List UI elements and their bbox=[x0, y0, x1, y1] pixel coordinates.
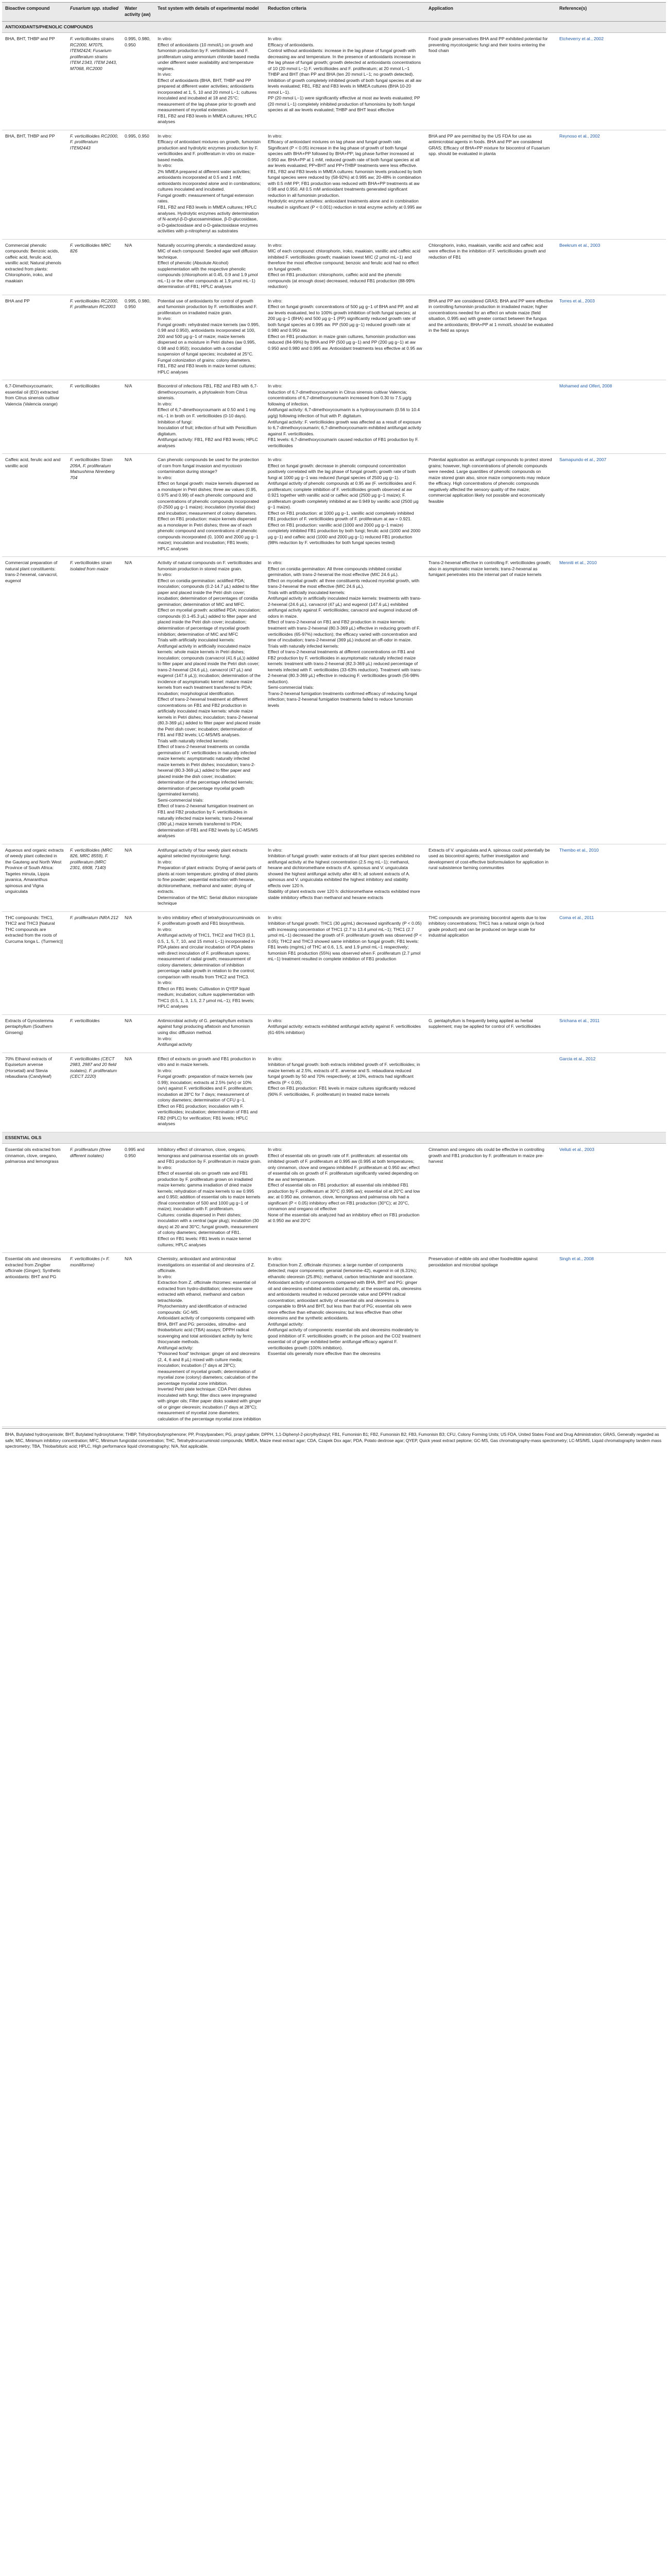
cell-reference bbox=[556, 33, 666, 130]
cell-reduction bbox=[265, 295, 425, 380]
cell-aw bbox=[122, 33, 155, 130]
cell-aw-text: N/A bbox=[125, 560, 132, 566]
cell-reduction-text: In vitro: Induction of 6,7-dimethoxycoumarin in Citrus sinensis cultivar Valencia; concentrations of 6,7-dimethoxycoumarin increased from 0.30 to 7.5 µg/g following of infection. Antifungal activity: 6,7-dimethoxycoumarin is a hydroxycoumarin (0.56 to 10.4 µg/g) following infection of fruit with P. digitatum. Antifungal activity: F. verticillioides growth was affected as a result of exposure to 6,7-dimethoxycoumarin; 6,7-dimethoxycoumarin exhibited antifungal activity against F. verticillioides. FB1 levels: 6,7-dimethoxycoumarin caused reduction of FB1 production by F. verticillioides bbox=[268, 383, 422, 448]
cell-reduction bbox=[265, 1014, 425, 1053]
table-row bbox=[2, 911, 666, 1014]
cell-test-system bbox=[155, 454, 265, 557]
cell-species-text: F. verticillioides (= F. moniliforme) bbox=[70, 1256, 110, 1267]
cell-compound bbox=[2, 239, 67, 295]
cell-species-text: F. verticillioides bbox=[70, 383, 100, 389]
cell-aw-text: 0.995, 0.980, 0.950 bbox=[125, 298, 151, 310]
cell-test-system-text: Antimicrobial activity of G. pentaphyllum extracts against fungi producing aflatoxin and fumonisin using disc diffusion method. In vitro: Antifungal activity bbox=[158, 1018, 253, 1047]
cell-species bbox=[67, 239, 122, 295]
cell-reduction bbox=[265, 844, 425, 911]
cell-aw-text: N/A bbox=[125, 1056, 132, 1061]
cell-reference bbox=[556, 130, 666, 239]
cell-test-system bbox=[155, 911, 265, 1014]
cell-species-text: F. proliferatum INRA 212 bbox=[70, 914, 118, 920]
cell-species bbox=[67, 1144, 122, 1253]
header-row bbox=[2, 3, 666, 22]
cell-application bbox=[425, 557, 556, 844]
cell-test-system bbox=[155, 1253, 265, 1427]
cell-reduction bbox=[265, 239, 425, 295]
cell-reduction bbox=[265, 911, 425, 1014]
cell-species bbox=[67, 295, 122, 380]
cell-application-text: Extracts of V. unguiculata and A. spinosus could potentially be used as biocontrol agents; further investigation and development of cost-effective bioformulation for application in rural subsistence farming communities bbox=[429, 847, 550, 871]
cell-reduction-text: In vitro: MIC of each compound: chlorophorin, iroko, maakiain, vanillic and caffeic acid inhibited F. verticillioides growth; maakiain lowest MIC (2 µmol mL−1) and therefore the most effective compound; benzoic and ferulic acid had no effect on fungal growth. Effect on FB1 production: chlorophorin, caffeic acid and the phenolic compounds (at enough dose) decreased, reduced FB1 production (88-99% reduction) bbox=[268, 242, 421, 290]
cell-species-text: F. verticillioides strains RC2000, M7075, ITEM2424; Fusarium proliferatum strains ITEM 2343, ITEM 2443, M7068, RC2000 bbox=[70, 36, 117, 71]
cell-application-text: Cinnamon and oregano oils could be effective in controlling growth and FB1 production by F. proliferatum in maize pre-harvest bbox=[429, 1147, 544, 1164]
cell-application bbox=[425, 1014, 556, 1053]
cell-compound bbox=[2, 1144, 67, 1253]
cell-reference-text: Torres et al., 2003 bbox=[559, 298, 595, 303]
cell-species bbox=[67, 380, 122, 454]
cell-reference bbox=[556, 380, 666, 454]
cell-test-system bbox=[155, 557, 265, 844]
cell-reference-text: Samapundo et al., 2007 bbox=[559, 457, 607, 463]
table-header bbox=[2, 3, 666, 22]
cell-species-text: F. verticillioides strain isolated from maize bbox=[70, 560, 112, 571]
cell-compound-text: 70% Ethanol extracts of Equisetum arvense (Horsetail) and Stevia rebaudiana (Candyleaf) bbox=[5, 1056, 52, 1079]
table-row bbox=[2, 239, 666, 295]
cell-reduction-text: In vitro: Effect on fungal growth: concentrations of 500 µg g−1 of BHA and PP, and all aw levels evaluated, led to 100% growth inhibition of both fungal species; at 200 µg g−1 (BHA) and 500 µg g−1 (PP) significantly reduced growth rate of both fungal species at 0.995 aw. PP (500 µg g−1) reduced growth rate at 0.980 and 0.950 aw. Effect on FB1 production: in maize grain cultures, fumonisin production was reduced (84-99%) by BHA and PP (500 µg g−1) and PP (200 µg g−1) at aw 0.950 and 0.980 and 0.995 aw. Antioxidant treatments less effective at 0.95 aw bbox=[268, 298, 422, 351]
section-title: ESSENTIAL OILS bbox=[2, 1132, 666, 1144]
cell-reference bbox=[556, 295, 666, 380]
cell-species bbox=[67, 33, 122, 130]
cell-aw-text: 0.995 and 0.950 bbox=[125, 1147, 145, 1158]
cell-reference bbox=[556, 239, 666, 295]
section-row bbox=[2, 1132, 666, 1144]
cell-reduction bbox=[265, 1253, 425, 1427]
cell-reduction-text: In vitro: Extraction from Z. officinale rhizomes: a large number of components detected; major components: geranial (lemonine-42), eugenol in oil (6.31%); ethanolic oleoresin (25.8%); methanol, carbon tetrachloride and isooctane. Antioxidant activity of components compared with BHA, BHT and PG: ginger oil and oleoresins exhibited antioxidant activity; at the essential oils, oleoresins and antioxidants resulted in reduced peroxide value and DPPH radical concentration; antioxidant activity of essential oils and oleoresins is comparable to BHA and BHT, but less than that of PG; essential oils were more effective than ethanolic oleoresins; but less effective than other oleoresins and the synthetic antioxidants. Antifungal activity: Antifungal activity of components: essential oils and oleoresins moderately to good inhibition of F. verticillioides growth; in the poison and the CO2 treatment essential oil of ginger exhibited better antifungal efficacy against F. verticillioides growth (100% inhibition). Essential oils generally more effective than the oleoresins bbox=[268, 1256, 422, 1357]
table-row bbox=[2, 295, 666, 380]
cell-species bbox=[67, 1253, 122, 1427]
cell-aw bbox=[122, 911, 155, 1014]
cell-test-system-text: Chemistry, antioxidant and antimicrobial investigations on essential oil and oleoresins of Z. officinale. In vitro: Extraction from Z. officinale rhizomes: essential oil extracted from hydro-distillation; oleoresins were extracted with ethanol, methanol and carbon tetrachloride. Phytochemistry and identification of extracted compounds: GC-MS. Antioxidant activity of components compared with BHA, BHT and PG: peroxides, stimuline- and thiobarbituric acid (TBA) assays; DPPH radical scavenging and total antioxidant activity by ferric thiocyanate methods. Antifungal activity: "Poisoned food" technique: ginger oil and oleoresins (2, 4, 6 and 8 µL) mixed with culture media; inoculation; incubation (7 days at 28°C); measurement of mycelial growth; determination of mycelial zone (colony) diameters; calculation of the percentage mycelial zone inhibition. Inverted Petri plate technique: CDA Petri dishes inoculated with fungi; filter discs were impregnated with ginger oils; Filter paper disks soaked with ginger oil or ginger oleoresin; incubation (7 days at 28°C); measurement of mycelial zone diameters; calculation of the percentage mycelial zone inhibition bbox=[158, 1256, 262, 1421]
table-row bbox=[2, 1053, 666, 1132]
cell-application bbox=[425, 844, 556, 911]
table-row bbox=[2, 557, 666, 844]
cell-reduction-text: In vitro: Inhibition of fungal growth: THC1 (30 µg/mL) decreased significantly (P < 0.05) with increasing concentration of THC1 (2.7 to 13.4 µmol mL−1); THC1 (2.7 µmol mL−1) decreased the growth of F. proliferatum growth was observed (P < 0.05); THC2 and THC3 showed same inhibition on fungal growth; FB1 levels: FB1 levels (mg/mL) of THC at 0.6, 1.5, and 1.9 µmol mL−1 respectively; fumonisin FB1 production (55%) was observed when F. proliferatum (2.7 µmol mL−1) treatment resulted in complete inhibition of FB1 production bbox=[268, 914, 422, 962]
cell-reference-text: Srichana et al., 2011 bbox=[559, 1018, 600, 1023]
cell-test-system bbox=[155, 844, 265, 911]
cell-application bbox=[425, 911, 556, 1014]
cell-test-system-text: Potential use of antioxidants for control of growth and fumonisin production by F. verticillioides and F. proliferatum on irradiated maize grain. In vivo: Fungal growth: rehydrated maize kernels (aw 0.995, 0.98 and 0.950), antioxidants incorporated at 100, 200 and 500 µg g−1 of maize; maize kernels dispersed on a moisture in Petri dishes (aw 0.995, 0.98 and 0.950); inoculation with a conidial suspension of fungal species; incubated at 25°C. Fungal colonization of grains: colony diameters. FB1, FB2 and FB3 levels in maize kernel cultures; HPLC analyses bbox=[158, 298, 260, 375]
table-row bbox=[2, 130, 666, 239]
cell-application-text: Trans-2-hexenal effective in controlling F. verticillioides growth; also in asymptomatic maize kernels; trans-2-hexenal as fumigant penetrates into the internal part of maize kernels bbox=[429, 560, 551, 578]
cell-reference-text: Reynoso et al., 2002 bbox=[559, 133, 600, 139]
table-row bbox=[2, 454, 666, 557]
cell-test-system bbox=[155, 239, 265, 295]
table-footnote: BHA, Butylated hydroxyanisole; BHT, Butylated hydroxytoluene; THBP, Trihydroxybutyrophenone; PP, Propylparaben; PG, propyl gallate; DPPH, 1,1-Diphenyl-2-picrylhydrazyl; FB1, Fumonisin B1; FB2, Fumonisin B2; FB3, Fumonisin B3; CFU, Colony Forming Units; US FDA, United States Food and Drug Administration; GRAS, Generally regarded as safe; MIC, Minimum inhibitory concentration; MFC, Minimum fungicidal concentration; THC, Tetrahydrocurcuminoid compounds; MMEA, Maize meal extract agar; CDA, Czapek Dox agar; PDA, Potato dextrose agar; QYEP, Quick yeast extract peptone; GC-MS, Gas chromatography-mass spectrometry; LC-MS/MS, Liquid chromatography tandem mass spectrometry; TBA, Thiobarbituric acid; HPLC, High performance liquid chromatography; N/A, Not applicable. bbox=[2, 1428, 666, 1452]
cell-application bbox=[425, 33, 556, 130]
cell-reduction-text: In vitro: Efficacy of antioxidants. Control without antioxidants: increase in the lag phase of fungal growth with decreasing aw and temperature. In the presence of antioxidants increase in the lag phase of fungal growth; growth detected at antioxidants concentrations of 10 (20 mmol L−1) F. verticillioides and F. proliferatum; at 20 mmol L−1 THBP and BHT (than PP and BHA (ten 20 mmol L−1; no growth detected). Inhibition of growth completely inhibited growth of both fungal species at all aw levels evaluated; FB1, FB2 and FB3 levels in MMEA cultures (BHA 10-20 mmol L−1). PP (20 mmol L−1) were significantly effective at most aw levels evaluated; PP (20 mmol L−1) completely inhibited production of fumonisins by both fungal species at all aw levels evaluated; THBP and BHT least effective bbox=[268, 36, 422, 113]
cell-compound bbox=[2, 454, 67, 557]
header-aw: Water activity (aw) bbox=[122, 3, 155, 22]
cell-aw-text: N/A bbox=[125, 847, 132, 853]
cell-aw-text: N/A bbox=[125, 1256, 132, 1262]
cell-test-system-text: Effect of extracts on growth and FB1 production in vitro and in maize kernels. In vitro: Fungal growth: preparation of maize kernels (aw 0.99); inoculation; extracts at 2.5% (w/v) or 10% (w/v) against F. verticillioides and F. proliferatum; incubation at 28°C for 7 days; measurement of colony diameters; determination of CFU g−1. Effect on FB1 production; inoculation with F. verticillioides; incubation; determination of FB1 and FB2 (HPLC) for verification; FB1 levels; HPLC analyses bbox=[158, 1056, 258, 1127]
cell-reduction-text: In vitro: Antifungal activity: extracts exhibited antifungal activity against F. verticillioides (61-65% inhibition) bbox=[268, 1018, 421, 1035]
cell-reference bbox=[556, 844, 666, 911]
cell-species-text: F. verticillioides (CECT 2983, 2987 and 20 field isolates), F. proliferatum (CECT 2220) bbox=[70, 1056, 117, 1079]
cell-application bbox=[425, 239, 556, 295]
cell-test-system-text: Biocontrol of infections FB1, FB2 and FB3 with 6,7-dimethoxycoumarin, a phytoalexin from Citrus sinensis. In vitro: Effect of 6,7-dimethoxycoumarin at 0.50 and 1 mg mL−1 in broth on F. verticillioides (0-10 days). Inhibition of fungi: Inoculation of fruit; infection of fruit with Penicillium digitatum. Antifungal activity: FB1, FB2 and FB3 levels; HPLC analyses bbox=[158, 383, 258, 448]
cell-aw bbox=[122, 1144, 155, 1253]
cell-reference-text: Garcia et al., 2012 bbox=[559, 1056, 596, 1061]
cell-test-system bbox=[155, 1053, 265, 1132]
cell-reduction-text: In vitro: Effect on conidia germination: All three compounds inhibited conidial germination, with trans-2-hexenal the most effective (MIC 24.6 µL). Effect on mycelial growth: all three constituents reduced mycelial growth, with trans-2-hexenal the most effective (MIC 24.6 µL). Trials with artificially inoculated kernels: Antifungal activity in artificially inoculated maize kernels: treatments with trans-2-hexenal (24.6 µL), carvacrol (47 µL) and eugenol (147.6 µL) exhibited antifungal activity against F. verticillioides; carvacrol and eugenol induced off-odors in maize. Effect of trans-2-hexenal on FB1 and FB2 production in maize kernels: treatment with trans-2-hexenal (80.3-369 µL) effective in reducing growth of F. verticillioides (65-97%) reduction); the efficacy varied with concentration and time of incubation; trans-2-hexenal (369 µL) induced an off-odor in maize. Trials with naturally infected kernels: Effect of trans-2-hexenal treatments at different concentrations on FB1 and FB2 production by F. verticillioides in asymptomatic naturally infected maize kernels: treatment with trans-2-hexenal (82.3-369 µL) reduced percentage of kernels infected with F. verticillioides (33-63% reduction). Treatment with trans-2-hexenal (80.3-369 µL) effective in reducing F. verticillioides growth (56-98% reduction). Semi-commercial trials: Trans-2-hexenal fumigation treatments confirmed efficacy of reducing fungal infection; trans-2-hexenal fumigation treatments failed to reduce fumonisin levels bbox=[268, 560, 422, 708]
cell-application-text: BHA and PP are permitted by the US FDA for use as antimicrobial agents in foods. BHA and PP are considered GRAS; Efficacy of BHA+PP mixture for biocontrol of Fusarium spp. should be evaluated in planta bbox=[429, 133, 550, 157]
cell-aw bbox=[122, 454, 155, 557]
cell-application-text: Food grade preservatives BHA and PP exhibited potential for preventing mycotoxigenic fungi and their toxins entering the food chain bbox=[429, 36, 548, 54]
cell-application bbox=[425, 295, 556, 380]
cell-reference bbox=[556, 557, 666, 844]
cell-reference bbox=[556, 1144, 666, 1253]
cell-compound-text: Commercial preparation of natural plant constituents: trans-2-hexenal, carvacrol, eugenol bbox=[5, 560, 58, 583]
cell-reference bbox=[556, 454, 666, 557]
cell-reduction bbox=[265, 33, 425, 130]
cell-species bbox=[67, 454, 122, 557]
cell-test-system-text: Naturally occurring phenols; a standardized assay. MIC of each compound: Seeded agar well diffusion technique. Effect of phenolic (Absolute Alcohol) supplementation with the respective phenolic compounds (chlorophorin at 0.45, 0.9 and 1.9 µmol mL−1) or the other compounds at 1.9 µmol mL−1) determination of FB1; HPLC analyses bbox=[158, 242, 258, 290]
cell-species-text: F. verticillioides (MRC 826, MRC 8559), F. proliferatum (MRC 2301, 6908, 7140) bbox=[70, 847, 113, 871]
cell-application-text: BHA and PP are considered GRAS; BHA and PP were effective in controlling fumonisin production in irradiated maize; higher concentrations needed for an effect on whole maize (field situation, 0.995 aw) with greater contact between the fungus and the antioxidants; BHA+PP at 1 mmol/L should be evaluated in the field as sprays bbox=[429, 298, 553, 333]
cell-compound-text: Commercial phenolic compounds: Benzoic acids, caffeic acid, ferulic acid, vanillic acid; Natural phenols extracted from plants: Chlorophorin, iroko, and maakiain bbox=[5, 242, 61, 283]
cell-species bbox=[67, 130, 122, 239]
cell-compound bbox=[2, 1253, 67, 1427]
cell-reference-text: Coma et al., 2011 bbox=[559, 914, 594, 920]
cell-compound bbox=[2, 33, 67, 130]
cell-reduction bbox=[265, 130, 425, 239]
cell-reference-text: Beekrum et al., 2003 bbox=[559, 242, 601, 248]
cell-reduction bbox=[265, 1053, 425, 1132]
cell-compound-text: 6,7-Dimethoxycoumarin; essential oil (EO) extracted from Citrus sinensis cultivar Valencia (Valencia orange) bbox=[5, 383, 60, 406]
cell-reduction-text: In vitro: Efficacy of antioxidant mixtures on lag phase and fungal growth rate. Significant (P < 0.05) increase in the lag phase of growth of both fungal species with BHA+PP followed by BHA+PP; lag phase further increased at 0.950 aw. BHA+PP at 1 mM, reduced growth rate of both fungal species at all aw levels evaluated; PP+BHT and PP+THBP treatments were less effective. FB1, FB2 and FB3 levels in MMEA cultures: fumonisin levels produced by both fungal species were reduced by (58-92%) at 0.995 aw; 20-48% in combination with 0.5 mM PP; FB1 production was reduced with BHA+PP treatments at aw 0.98 and 0.950. All 0.5 mM antioxidant treatments generated significant reduction in all fumonisin production. Hydrolytic enzyme activities: antioxidant treatments alone and in combination resulted in significant (P < 0.001) reduction in total enzyme activity at 0.995 aw bbox=[268, 133, 422, 210]
cell-compound bbox=[2, 295, 67, 380]
cell-application bbox=[425, 1053, 556, 1132]
cell-test-system bbox=[155, 130, 265, 239]
cell-application-text: Potential application as antifungal compounds to protect stored grains; however, high concentrations of phenolic compounds were needed. Large quantities of phenolic compounds on maize stored grain also, since maize components may reduce the efficacy. High concentrations of phenolic compounds negatively affected the sensory quality of the maize; commercial application likely not possible and economically feasible bbox=[429, 457, 552, 504]
cell-reduction-text: In vitro: Effect on fungal growth: decrease in phenolic compound concentration positively correlated with the lag phase of fungal growth; growth rate of both fungi at 1000 µg g−1 was reduced (fungal species of 2500 µg g−1). Antifungal activity of phenolic compounds at 0.95 aw (F. verticillioides and F. proliferatum; complete inhibition of F. verticillioides growth observed at aw 0.921 together with vanillic acid or caffeic acid (2500 µg g−1 maize); F. proliferatum growth completely inhibited at aw 0.949 by vanillic acid (2500 µg g−1 maize). Effect on FB1 production: at 1000 µg g−1, vanillic acid completely inhibited FB1 production of F. verticillioides growth of F. proliferatum at aw = 0.921. Effect on FB1 production: vanillic acid (1000 and 2000 µg g−1 maize) completely inhibited FB1 production by both fungi; ferulic acid (1000 and 2000 µg g−1) and caffeic acid (1000 and 2000 µg g−1) reduced FB1 production (98% reduction by F. verticillioides for both fungal species tested) bbox=[268, 457, 421, 546]
cell-reference bbox=[556, 1253, 666, 1427]
cell-reference-text: Etcheverry et al., 2002 bbox=[559, 36, 604, 42]
cell-compound bbox=[2, 1014, 67, 1053]
cell-reduction bbox=[265, 557, 425, 844]
cell-aw bbox=[122, 295, 155, 380]
cell-species-text: F. verticillioides MRC 826 bbox=[70, 242, 111, 254]
header-reference: Reference(s) bbox=[556, 3, 666, 22]
cell-species-text: F. proliferatum (three different isolates) bbox=[70, 1147, 111, 1158]
cell-aw bbox=[122, 844, 155, 911]
cell-reduction bbox=[265, 380, 425, 454]
cell-application-text: G. pentaphyllum is frequently being applied as herbal supplement; may be applied for control of F. verticillioides bbox=[429, 1018, 541, 1029]
header-system: Test system with details of experimental model bbox=[155, 3, 265, 22]
cell-reduction-text: In vitro: Effect of essential oils on growth rate of F. proliferatum: all essential oils inhibited growth of F. proliferatum at 0.995 aw (0.995 at both temperatures; only cinnamon, clove and oregano inhibited F. proliferatum at 0.950 aw; effect of essential oils on growth of F. proliferatum significantly varied depending on the aw and temperature. Effect of essential oils on FB1 production: all essential oils inhibited FB1 production by F. proliferatum at 30°C (0.995 aw); essential oil at 20°C and low aw; at 0.950 aw, cinnamon, clove, lemongrass and palmarosa oils had a significant (P < 0.05) inhibitory effect on FB1 production (30°C); at 20°C, cinnamon and oregano oil effective None of the essential oils analyzed had an inhibitory effect on FB1 production at 0.950 aw and 20°C bbox=[268, 1147, 420, 1224]
cell-compound-text: THC compounds: THC1, THC2 and THC3 [Natural THC compounds are extracted from the roots of Curcuma longa L. (Turmeric)] bbox=[5, 914, 63, 944]
section-title: ANTIOXIDANTS/PHENOLIC COMPOUNDS bbox=[2, 21, 666, 33]
header-reduction: Reduction criteria bbox=[265, 3, 425, 22]
cell-test-system-text: Inhibitory effect of cinnamon, clove, oregano, lemongrass and palmarosa essential oils on growth and FB1 production by F. proliferatum in maize grain. In vitro: Effect of essential oils on growth rate and FB1 production by F. proliferatum grown on irradiated maize kernels: gamma irradiation of dried maize kernels; rehydration of maize kernels to aw 0.995 and 0.950; addition of essential oils to maize kernels (final concentration of 500 and 1000 µg g−1 of maize); inoculation with F. proliferatum. Cultures: conidia dispersed in Petri dishes; inoculation with a central (agar plug); incubation (30 days) at 20 and 30°C; fungal growth, measurement of colony diameters; determination of FB1. Effect on FB1 levels: FB1 levels in maize kernel cultures; HPLC analyses bbox=[158, 1147, 262, 1247]
cell-species bbox=[67, 844, 122, 911]
cell-compound-text: BHA, BHT, THBP and PP bbox=[5, 133, 55, 139]
cell-aw-text: 0.995, 0.980, 0.950 bbox=[125, 36, 151, 47]
cell-test-system bbox=[155, 295, 265, 380]
cell-aw-text: N/A bbox=[125, 383, 132, 389]
cell-aw-text: N/A bbox=[125, 457, 132, 463]
cell-compound bbox=[2, 1053, 67, 1132]
cell-test-system-text: In vitro inhibitory effect of tetrahydrocurcuminoids on F. proliferatum growth and FB1 biosynthesis. In vitro: Antifungal activity of THC1, THC2 and THC3 (0.1, 0.5, 1, 5, 7, 10, and 15 mmol L−1) incorporated in PDA plates and circular incubation of PDA plates with direct inoculation of F. proliferatum spores; measurement of radial growth; measurement of colony diameters; determination of inhibition percentage radial growth in relation to the control; comparison with results from THC2 and THC3. In vitro: Effect on FB1 levels: Cultivation in QYEP liquid medium; incubation; culture supplementation with THC1 (0.5, 1, 3, 1.5, 2.7 µmol mL−1); FB1 levels; HPLC analyses bbox=[158, 914, 261, 1009]
table-row bbox=[2, 380, 666, 454]
cell-species-text: F. verticillioides RC2000, F. proliferatum ITEM2443 bbox=[70, 133, 118, 150]
cell-test-system-text: In vitro: Effect of antioxidants (10 mmol/L) on growth and fumonisin production by F. verticillioides and F. proliferatum using ammonium chloride based media under different water availability and temperature regimes. In vivo: Effect of antioxidants (BHA, BHT, THBP and PP prepared at different water activities; antioxidants incorporated at 1, 5, 10 and 20 mmol L−1; cultures inoculated and incubated at 18 and 25°C; measurement of the lag phase prior to growth and measurement of mycelial extension. FB1, FB2 and FB3 levels in MMEA cultures; HPLC analyses bbox=[158, 36, 260, 125]
cell-compound-text: BHA and PP bbox=[5, 298, 30, 303]
cell-test-system-text: Activity of natural compounds on F. verticillioides and fumonisin production in stored maize grain. In vitro: Effect on conidia germination: acidified PDA; inoculation; compounds (0.2-14.7 µL) added to filter paper and placed inside the Petri dish cover; incubation; determination of percentages of conidia germination; determination of MIC and MFC. Effect on mycelial growth: acidified PDA; inoculation; compounds (0.1-45.3 µL) added to filter paper and placed inside the Petri dish cover; incubation; determination of percentage of mycelial growth inhibition; determination of MIC and MFC Trials with artificially inoculated kernels: Antifungal activity in artificially inoculated maize kernels: whole maize kernels in Petri dishes; inoculation; compounds (carvacrol (41.6 µL)) added to filter paper and placed inside the Petri dish cover; trans-2-hexenal (24.6 µL), carvacrol (47 µL) and eugenol (147.6 µL)); incubation; determination of the incidence of asymptomatic kernel: mature maize kernels from each treatment transferred to PDA; incubation; morphological identification. Effect of trans-2-hexenal treatment at different concentrations on FB1 and FB2 production in artificially inoculated maize kernels: whole maize kernels in Petri dishes; inoculation; trans-2-hexenal (80.3-369 µL) added to filter paper and placed inside the Petri dish cover; incubation; determination of FB1 and FB2 levels; LC-MS/MS analyses. Trials with naturally infected kernels: Effect of trans-2-hexenal treatments on conidia germination of F. verticillioides in naturally infected maize kernels: asymptomatic naturally infected maize kernels in Petri dishes; inoculation; trans-2-hexenal (80.3-369 µL) added to filter paper and placed inside the dish cover; incubation: determination of the percentage infected kernels; determination of percentage mycelial growth (germinated kernels). Semi-commercial trials: Effect of trans-2-hexenal fumigation treatment on FB1 and FB2 production by F. verticillioides in naturally infected maize kernels; trans-2-hexenal (390 µL) maize kernels transferred to PDA; determination of FB1 and FB2 levels by LC-MS/MS analyses bbox=[158, 560, 262, 839]
cell-reference-text: Mohamed and Olfert, 2008 bbox=[559, 383, 612, 389]
cell-species-text: F. verticillioides Strain 209A, F. proliferatum Matsushima Nirenberg 704 bbox=[70, 457, 115, 480]
table-body bbox=[2, 21, 666, 1427]
cell-application-text: THC compounds are promising biocontrol agents due to low inhibitory concentrations; THC1 has a natural origin (a food grade product) and can be produced on large scale for industrial application bbox=[429, 914, 546, 938]
cell-species-text: F. verticillioides RC2000, F. proliferatum RC2003 bbox=[70, 298, 118, 310]
cell-species-text: F. verticillioides bbox=[70, 1018, 100, 1023]
cell-compound-text: Essential oils extracted from cinnamon, clove, oregano, palmarosa and lemongrass bbox=[5, 1147, 61, 1164]
cell-reduction bbox=[265, 1144, 425, 1253]
cell-test-system-text: Antifungal activity of four weedy plant extracts against selected mycotoxigenic fungi. In vitro: Preparation of plant extracts: Drying of aerial parts of plants at room temperature; grinding of dried plants to fine powder; sequential extraction with hexane, dichloromethane, methanol and water; drying of extracts. Determination of the MIC: Serial dilution microplate technique bbox=[158, 847, 262, 906]
cell-test-system bbox=[155, 33, 265, 130]
cell-reduction-text: In vitro: Inhibition of fungal growth: both extracts inhibited growth of F. verticillioides; in maize kernels at 2.5%, extracts of E. arvense and S. rebaudiana reduced fungal growth by 50 and 70% respectively; at 10%, extracts had significant effects (P < 0.05). Effect on FB1 production: FB1 levels in maize cultures significantly reduced (90% F. verticillioides, F. proliferatum) in treated maize kernels bbox=[268, 1056, 420, 1097]
cell-compound bbox=[2, 557, 67, 844]
header-species: Fusarium spp. studied bbox=[67, 3, 122, 22]
table-row bbox=[2, 1014, 666, 1053]
cell-application-text: Preservation of edible oils and other food/edible against peroxidation and microbial spoilage bbox=[429, 1256, 538, 1267]
cell-compound-text: Aqueous and organic extracts of weedy plant collected in the Gauteng and North West Province of South Africa: Tagetes minuta, Lippia javanica, Amaranthus spinosus and Vigna unguiculata bbox=[5, 847, 64, 894]
cell-compound-text: BHA, BHT, THBP and PP bbox=[5, 36, 55, 42]
cell-reference bbox=[556, 1014, 666, 1053]
header-compound: Bioactive compound bbox=[2, 3, 67, 22]
table-row bbox=[2, 844, 666, 911]
cell-reference-text: Thembo et al., 2010 bbox=[559, 847, 599, 853]
cell-aw-text: N/A bbox=[125, 914, 132, 920]
cell-application bbox=[425, 1253, 556, 1427]
cell-species bbox=[67, 1053, 122, 1132]
cell-aw bbox=[122, 1253, 155, 1427]
cell-compound bbox=[2, 130, 67, 239]
header-application: Application bbox=[425, 3, 556, 22]
cell-species bbox=[67, 911, 122, 1014]
cell-compound-text: Extracts of Gynostemma pentaphyllum (Southern Ginseng) bbox=[5, 1018, 54, 1035]
cell-aw-text: N/A bbox=[125, 242, 132, 248]
section-row bbox=[2, 21, 666, 33]
cell-test-system-text: Can phenolic compounds be used for the protection of corn from fungal invasion and mycotoxin contamination during storage? In vitro: Effect on fungal growth: maize kernels dispersed as a monolayer in Petri dishes; three aw values (0.95, 0.975 and 0.99) of each phenolic compound and concentrations of phenolic compounds incorporated (0-2500 µg g−1 maize); inoculation (mycelial disc) and incubation; measurement of colony diameters. Effect on FB1 production: maize kernels dispersed as a monolayer in Petri dishes; three aw of each phenolic compound and concentrations of phenolic compounds incorporated (0, 1000 and 2000 µg g−1 maize); inoculation and incubation; FB1 levels; HPLC analyses bbox=[158, 457, 259, 551]
cell-test-system-text: In vitro: Efficacy of antioxidant mixtures on growth, fumonisin production and hydrolytic enzymes production by F. verticillioides and F. proliferatum in vitro on maize-based media. In vitro: 2% MMEA prepared at different water activities; antioxidants incorporated at 0.5 and 1 mM; antioxidants incorporated alone and in combinations; cultures inoculated and incubated. Fungal growth: measurement of fungal extension rates. FB1, FB2 and FB3 levels in MMEA cultures; HPLC analyses. Hydrolytic enzymes activity determination of N-acetyl-β-D-glucosaminidase, β-D-glucosidase, α-D-galactosidase and α-D-galactosidase enzymes activities with p-nitrophenyl as substrates bbox=[158, 133, 261, 234]
table-row bbox=[2, 1253, 666, 1427]
cell-aw bbox=[122, 557, 155, 844]
cell-test-system bbox=[155, 380, 265, 454]
cell-compound-text: Caffeic acid, ferulic acid and vanillic acid bbox=[5, 457, 61, 468]
cell-reference-text: Velluti et al., 2003 bbox=[559, 1147, 594, 1153]
cell-reduction-text: In vitro: Inhibition of fungal growth: water extracts of all four plant species exhibited no antifungal activity at the highest concentration (2.5 mg mL−1); methanol, hexane and dichloromethane extracts of A. spinosus and V. unguiculata showed the highest antifungal activity after 48 h; all solvent extracts of A. spinosus and V. unguiculata exhibited the highest inhibitory and stability effects over 120 h. Stability of plant extracts over 120 h: dichloromethane extracts exhibited more stable inhibitory effects than methanol and hexane extracts bbox=[268, 847, 420, 900]
cell-aw bbox=[122, 1014, 155, 1053]
cell-test-system bbox=[155, 1014, 265, 1053]
cell-application bbox=[425, 380, 556, 454]
cell-aw bbox=[122, 130, 155, 239]
cell-aw-text: N/A bbox=[125, 1018, 132, 1023]
cell-reference bbox=[556, 1053, 666, 1132]
cell-compound bbox=[2, 380, 67, 454]
table-row bbox=[2, 1144, 666, 1253]
table-row bbox=[2, 33, 666, 130]
cell-application bbox=[425, 454, 556, 557]
cell-aw bbox=[122, 380, 155, 454]
cell-reduction bbox=[265, 454, 425, 557]
cell-application bbox=[425, 1144, 556, 1253]
cell-aw-text: 0.995, 0.950 bbox=[125, 133, 149, 139]
cell-aw bbox=[122, 1053, 155, 1132]
cell-aw bbox=[122, 239, 155, 295]
cell-compound bbox=[2, 911, 67, 1014]
review-table bbox=[2, 2, 666, 1427]
cell-reference-text: Menniti et al., 2010 bbox=[559, 560, 597, 566]
cell-species bbox=[67, 1014, 122, 1053]
cell-species bbox=[67, 557, 122, 844]
cell-reference-text: Singh et al., 2008 bbox=[559, 1256, 594, 1262]
cell-reference bbox=[556, 911, 666, 1014]
cell-compound-text: Essential oils and oleoresins extracted from Zingiber officinale (Ginger); Synthetic antioxidants: BHT and PG bbox=[5, 1256, 61, 1279]
cell-compound bbox=[2, 844, 67, 911]
cell-application-text: Chlorophorin, iroko, maakiain, vanillic acid and caffeic acid were effective in the inhibition of F. verticillioides growth and reduction of FB1 bbox=[429, 242, 546, 260]
cell-test-system bbox=[155, 1144, 265, 1253]
cell-application bbox=[425, 130, 556, 239]
